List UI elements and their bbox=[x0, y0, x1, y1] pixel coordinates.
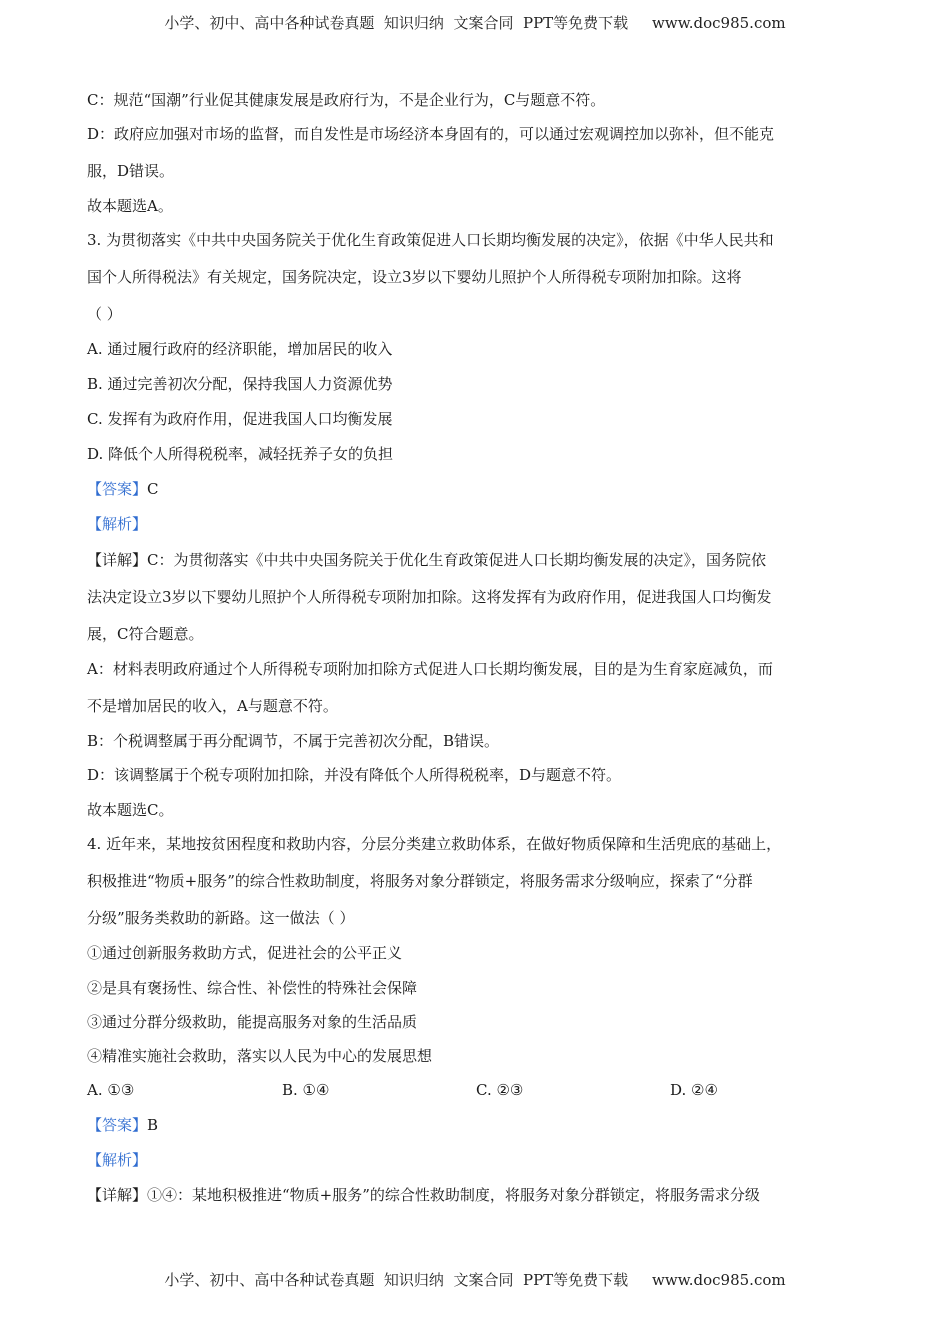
question-4-item: ②是具有褒扬性、综合性、补偿性的特殊社会保障 bbox=[87, 979, 418, 997]
answer-value: C bbox=[147, 480, 159, 498]
text-line: 展，C符合题意。 bbox=[87, 625, 204, 643]
question-4-option-b: B. ①④ bbox=[282, 1081, 330, 1099]
question-3-detail bbox=[87, 550, 766, 570]
detail-text: ①④：某地积极推进“物质+服务”的综合性救助制度，将服务对象分群锁定，将服务需求分级 bbox=[147, 1186, 760, 1204]
question-3-answer bbox=[87, 479, 159, 499]
question-3-blank: （ ） bbox=[87, 305, 122, 323]
text-line: C：规范“国潮”行业促其健康发展是政府行为，不是企业行为，C与题意不符。 bbox=[87, 91, 606, 109]
question-4-option-c: C. ②③ bbox=[476, 1081, 524, 1099]
text-line: D：该调整属于个税专项附加扣除，并没有降低个人所得税税率，D与题意不符。 bbox=[87, 766, 622, 784]
text-line: B：个税调整属于再分配调节，不属于完善初次分配，B错误。 bbox=[87, 732, 500, 750]
detail-text: C：为贯彻落实《中共中央国务院关于优化生育政策促进人口长期均衡发展的决定》，国务院依 bbox=[147, 551, 766, 569]
question-4-stem: 分级”服务类救助的新路。这一做法（ ） bbox=[87, 909, 355, 927]
question-4-analysis-tag: 【解析】 bbox=[87, 1151, 148, 1169]
text-line: 故本题选C。 bbox=[87, 801, 174, 819]
question-3-stem: 国个人所得税法》有关规定，国务院决定，设立3岁以下婴幼儿照护个人所得税专项附加扣除。这将 bbox=[87, 268, 742, 286]
text-line: A：材料表明政府通过个人所得税专项附加扣除方式促进人口长期均衡发展，目的是为生育家庭减负，而 bbox=[87, 660, 773, 678]
answer-tag: 【答案】 bbox=[87, 1116, 148, 1134]
text-line: 服，D错误。 bbox=[87, 162, 175, 180]
question-3-option-d: D. 降低个人所得税税率，减轻抚养子女的负担 bbox=[87, 445, 394, 463]
detail-tag: 【详解】 bbox=[87, 551, 148, 569]
question-4-stem: 积极推进“物质+服务”的综合性救助制度，将服务对象分群锁定，将服务需求分级响应，探索了“分群 bbox=[87, 872, 753, 890]
text-line: 故本题选A。 bbox=[87, 197, 173, 215]
question-4-answer bbox=[87, 1115, 158, 1135]
detail-tag: 【详解】 bbox=[87, 1186, 148, 1204]
question-4-item: ③通过分群分级救助，能提高服务对象的生活品质 bbox=[87, 1013, 418, 1031]
question-3-option-a: A. 通过履行政府的经济职能，增加居民的收入 bbox=[87, 340, 393, 358]
text-line: D：政府应加强对市场的监督，而自发性是市场经济本身固有的，可以通过宏观调控加以弥补，但不能克 bbox=[87, 125, 775, 143]
answer-value: B bbox=[147, 1116, 159, 1134]
question-3-option-c: C. 发挥有为政府作用，促进我国人口均衡发展 bbox=[87, 410, 393, 428]
question-4-stem: 4. 近年来，某地按贫困程度和救助内容，分层分类建立救助体系，在做好物质保障和生活兜底的基础上， bbox=[87, 835, 782, 853]
question-4-option-a: A. ①③ bbox=[87, 1081, 135, 1099]
question-3-analysis-tag: 【解析】 bbox=[87, 515, 148, 533]
question-4-detail bbox=[87, 1185, 760, 1205]
question-4-item: ①通过创新服务救助方式，促进社会的公平正义 bbox=[87, 944, 403, 962]
answer-tag: 【答案】 bbox=[87, 480, 148, 498]
page-header: 小学、初中、高中各种试卷真题 知识归纳 文案合同 PPT等免费下载 www.doc985.com bbox=[164, 14, 786, 32]
page-footer: 小学、初中、高中各种试卷真题 知识归纳 文案合同 PPT等免费下载 www.doc985.com bbox=[164, 1271, 786, 1289]
question-4-option-d: D. ②④ bbox=[670, 1081, 718, 1099]
text-line: 法决定设立3岁以下婴幼儿照护个人所得税专项附加扣除。这将发挥有为政府作用，促进我国人口均衡发 bbox=[87, 588, 772, 606]
text-line: 不是增加居民的收入，A与题意不符。 bbox=[87, 697, 338, 715]
question-4-item: ④精准实施社会救助，落实以人民为中心的发展思想 bbox=[87, 1047, 433, 1065]
question-3-option-b: B. 通过完善初次分配，保持我国人力资源优势 bbox=[87, 375, 393, 393]
question-3-stem: 3. 为贯彻落实《中共中央国务院关于优化生育政策促进人口长期均衡发展的决定》，依据《中华人民共和 bbox=[87, 231, 774, 249]
